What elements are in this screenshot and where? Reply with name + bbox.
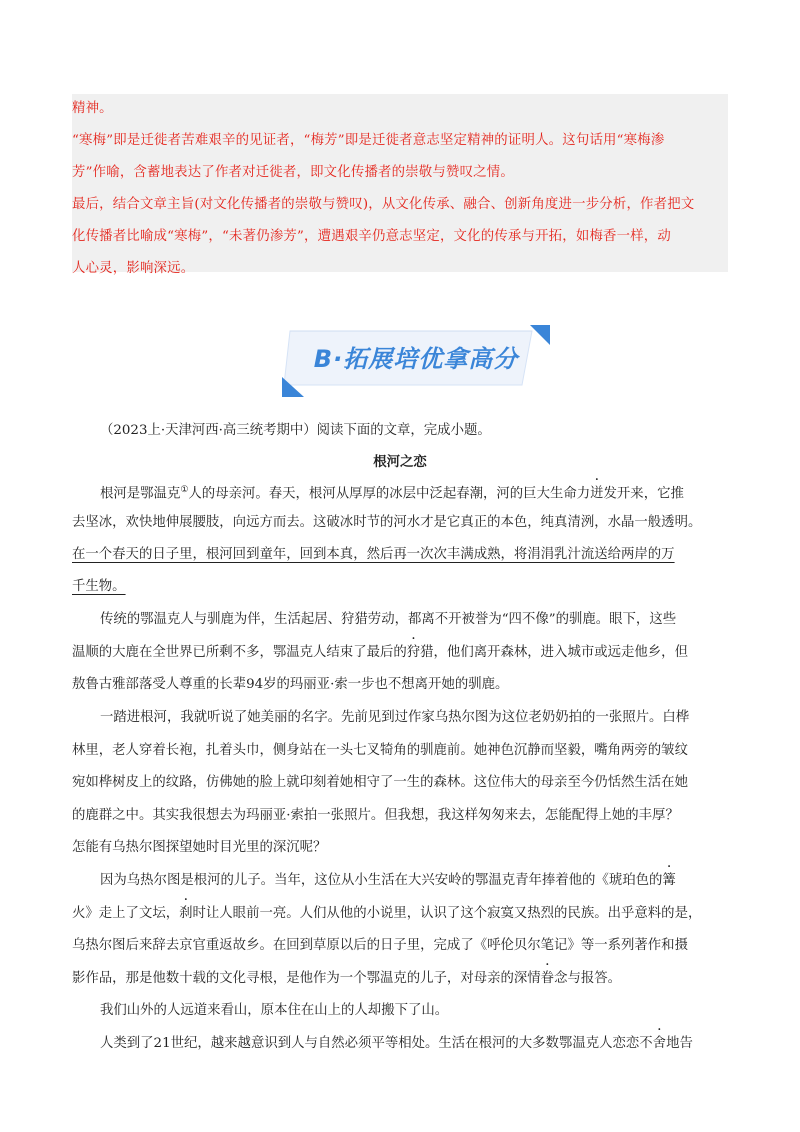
paragraph-line: 林里，老人穿着长袍，扎着头巾，侧身站在一头七叉犄角的驯鹿前。她神色沉静而坚毅，嘴角两旁的皱纹 [72,743,688,758]
answer-line: 化传播者比喻成“寒梅”，“未著仍渗芳”，遭遇艰辛仍意志坚定，文化的传承与开拓，如梅香一样，动 [72,229,671,244]
section-banner [282,325,550,397]
underlined-sentence: 千生物。 [72,579,126,594]
paragraph-line: 我们山外的人远道来看山，原本住在山上的人却搬下了山。 [100,1003,449,1018]
answer-line: “寒梅”即是迁徙者苦难艰辛的见证者，“梅芳”即是迁徙者意志坚定精神的证明人。这句话用“寒梅渗 [72,133,665,148]
paragraph-line: 温顺的大鹿在全世界已所剩不多，鄂温克人结束了最后的狩猎，他们离开森林，进入城市或远走他乡，但 [72,645,688,660]
paragraph-line: 的鹿群之中。其实我很想去为玛丽亚·索拍一张照片。但我想，我这样匆匆来去，怎能配得上她的丰厚？ [72,808,679,823]
dotted-char: 篝 [662,873,676,888]
paragraph-line: 根河是鄂温克①人的母亲河。春天，根河从厚厚的冰层中泛起春潮，河的巨大生命力迸发开来，它推 [100,485,684,502]
dotted-char: 狩 [406,645,421,660]
footnote-marker: ① [180,485,189,495]
dotted-char: 迸 [590,486,604,502]
paragraph-line: 宛如桦树皮上的纹路，仿佛她的脸上就印刻着她相守了一生的森林。这位伟大的母亲至今仍恬然生活在她 [72,775,688,790]
answer-line: 最后，结合文章主旨(对文化传播者的崇敬与赞叹)，从文化传承、融合、创新角度进一步分析，作者把文 [72,197,695,212]
dotted-char: 刹 [179,906,193,921]
paragraph-line: 火》走上了文坛，刹时让人眼前一亮。人们从他的小说里，认识了这个寂寞又热烈的民族。出乎意料的是， [72,906,702,921]
paragraph-line: 敖鲁古雅部落受人尊重的长辈94岁的玛丽亚·索一步也不想离开她的驯鹿。 [72,677,509,692]
answer-line: 芳”作喻，含蓄地表达了作者对迁徙者，即文化传播者的崇敬与赞叹之情。 [72,165,514,180]
paragraph-line: 传统的鄂温克人与驯鹿为伴，生活起居、狩猎劳动，都离不开被誉为“四不像”的驯鹿。眼下，这些 [100,612,677,627]
article-title: 根河之恋 [373,454,427,470]
paragraph-line: 怎能有乌热尔图探望她时目光里的深沉呢？ [72,840,327,855]
paragraph-line: 去坚冰，欢快地伸展腰肢，向远方而去。这破冰时节的河水才是它真正的本色，纯真清洌，水晶一般透明。 [72,515,702,530]
paragraph-line: 人类到了21世纪，越来越意识到人与自然必须平等相处。生活在根河的大多数鄂温克人恋恋不舍地告 [100,1036,693,1051]
answer-line: 人心灵，影响深远。 [72,261,195,276]
dotted-char: 舍 [652,1036,667,1051]
source-line: （2023上·天津河西·高三统考期中）阅读下面的文章，完成小题。 [100,423,491,438]
paragraph-line: 因为乌热尔图是根河的儿子。当年，这位从小生活在大兴安岭的鄂温克青年捧着他的《琥珀色的篝 [100,873,676,888]
answer-line: 精神。 [72,101,113,116]
banner-title: B·拓展培优拿高分 [313,345,519,373]
paragraph-line: 影作品，那是他数十载的文化寻根，是他作为一个鄂温克的儿子，对母亲的深情眷念与报答。 [72,971,622,986]
paragraph-line: 乌热尔图后来辞去京官重返故乡。在回到草原以后的日子里，完成了《呼伦贝尔笔记》等一系列著作和摄 [72,938,688,953]
underlined-sentence: 在一个春天的日子里，根河回到童年，回到本真，然后再一次次丰满成熟，将涓涓乳汁流送给两岸的万 [72,547,675,562]
paragraph-line: 一踏进根河，我就听说了她美丽的名字。先前见到过作家乌热尔图为这位老奶奶拍的一张照片。白桦 [100,710,690,725]
dotted-char: 眷 [540,971,555,986]
